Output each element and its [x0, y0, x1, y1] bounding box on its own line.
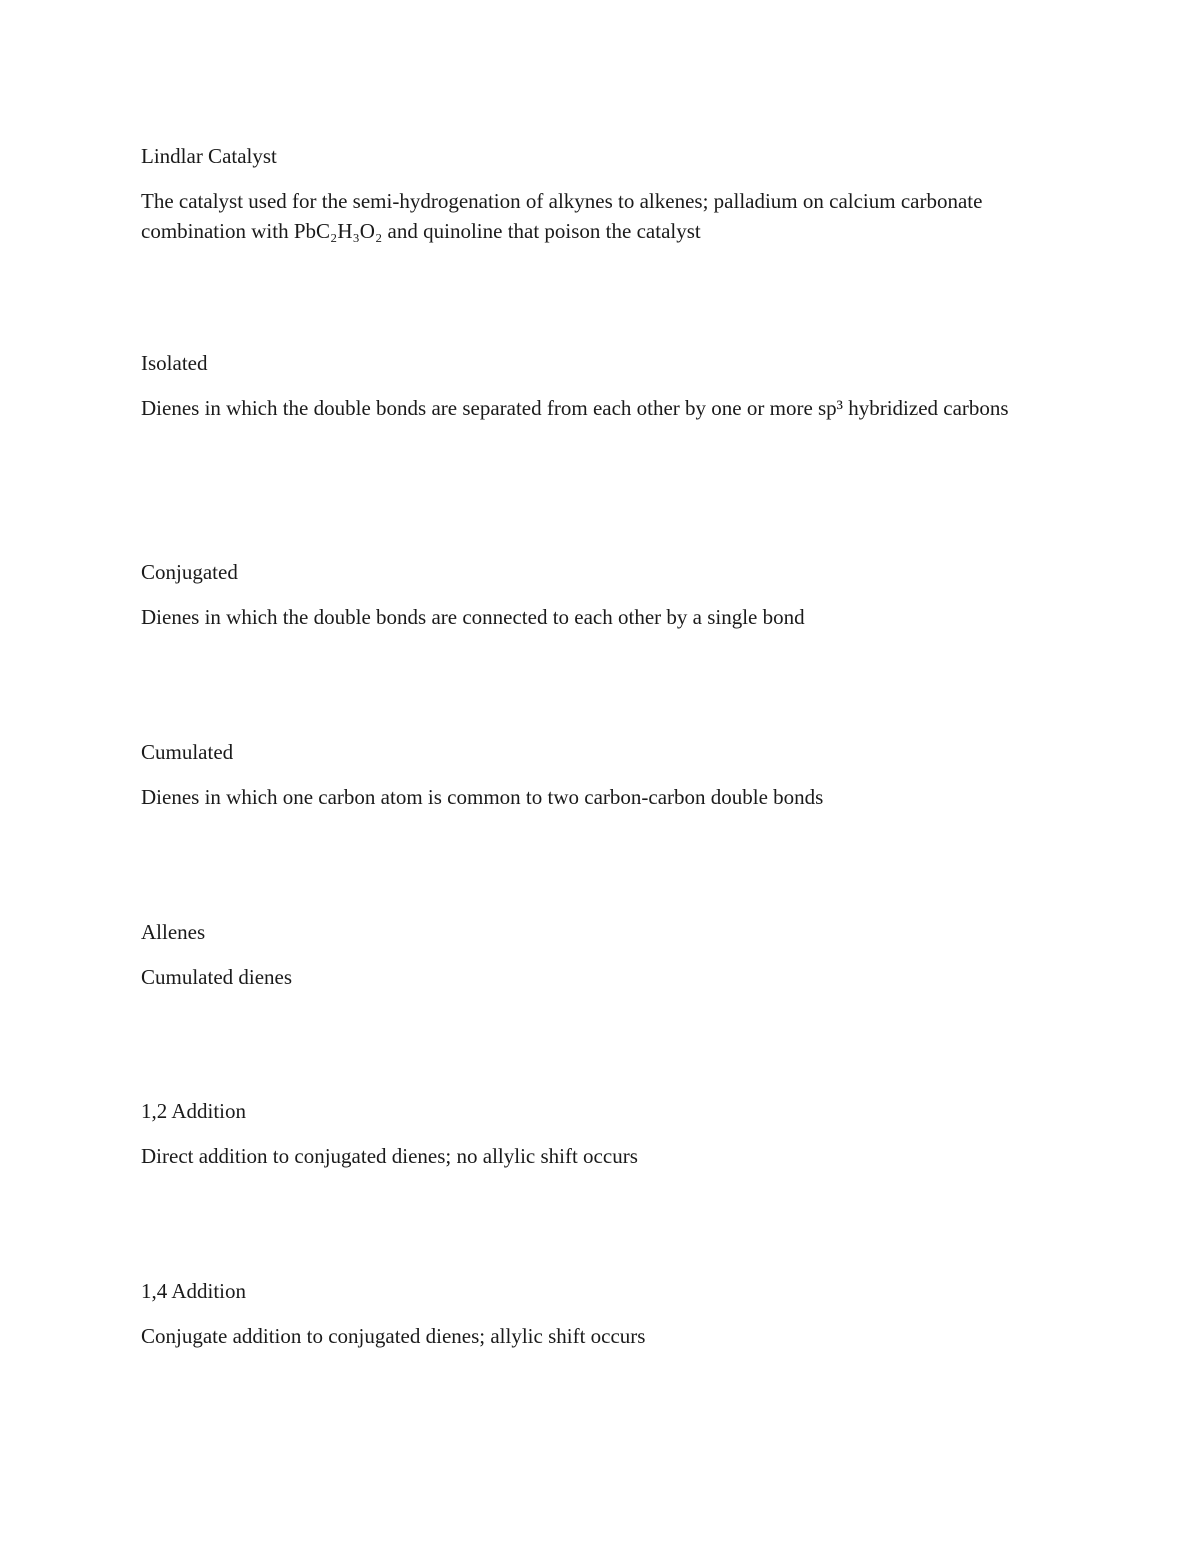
entry-definition: Direct addition to conjugated dienes; no allylic shift occurs: [141, 1144, 638, 1168]
flashcard-entry: [141, 141, 1061, 246]
entry-definition: Dienes in which the double bonds are separated from each other by one or more sp³ hybridized carbons: [141, 396, 1009, 420]
entry-definition: Conjugate addition to conjugated dienes; allylic shift occurs: [141, 1324, 646, 1348]
entry-definition: The catalyst used for the semi-hydrogenation of alkynes to alkenes; palladium on calcium carbonate combination with PbC₂H₃O₂ and quinoline that poison the catalyst: [141, 189, 983, 243]
flashcard-entry: [141, 1096, 1061, 1171]
flashcard-entry: [141, 737, 1061, 812]
entry-term: Allenes: [141, 920, 206, 944]
flashcard-entry: [141, 348, 1061, 423]
entry-term: 1,4 Addition: [141, 1279, 247, 1303]
entry-term: 1,2 Addition: [141, 1099, 247, 1123]
flashcard-entry: [141, 917, 1061, 992]
entry-definition: Cumulated dienes: [141, 965, 293, 989]
entry-definition: Dienes in which one carbon atom is common to two carbon-carbon double bonds: [141, 785, 824, 809]
entry-term: Cumulated: [141, 740, 234, 764]
entry-term: Isolated: [141, 351, 208, 375]
flashcard-entry: [141, 557, 1061, 632]
entry-term: Lindlar Catalyst: [141, 144, 277, 168]
entry-definition: Dienes in which the double bonds are connected to each other by a single bond: [141, 605, 805, 629]
flashcard-entry: [141, 1276, 1061, 1351]
entry-term: Conjugated: [141, 560, 238, 584]
